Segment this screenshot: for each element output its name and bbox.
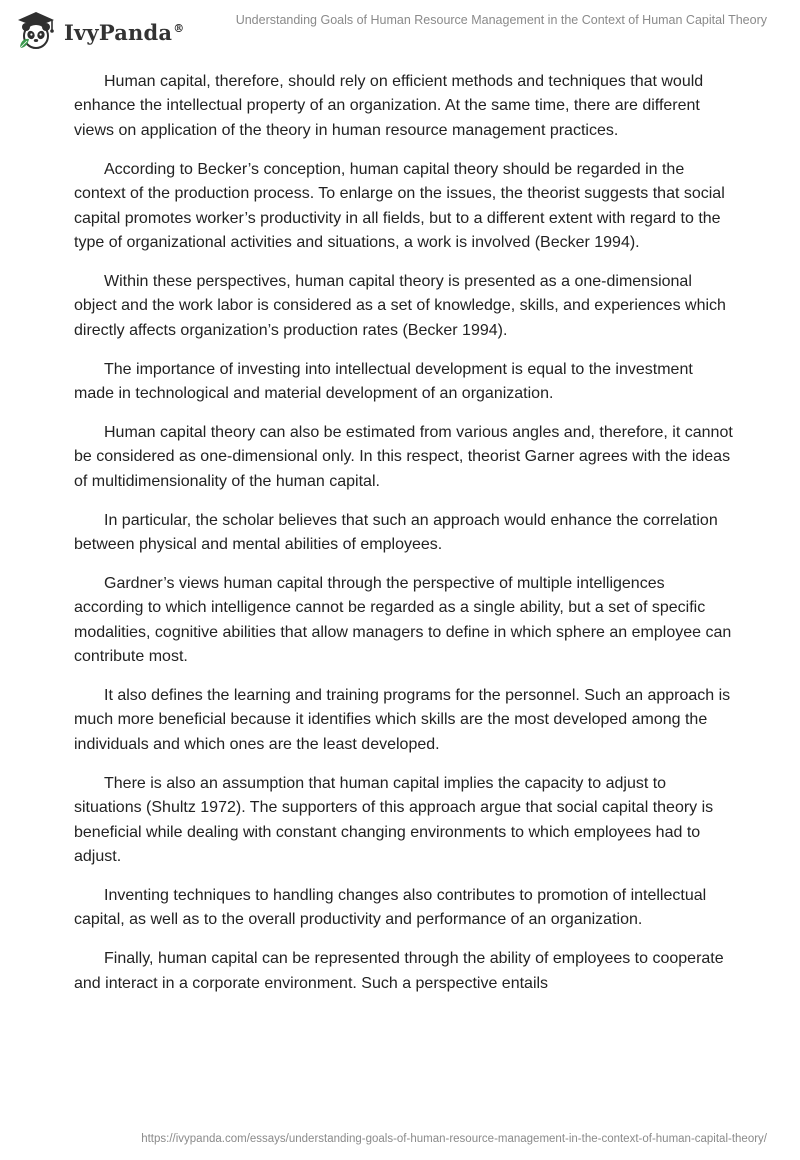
paragraph: Finally, human capital can be represented through the ability of employees to cooperate and interact in a corporate environment. Such a perspective entails xyxy=(74,950,724,992)
logo-text: IvyPanda xyxy=(64,20,173,45)
paragraph: In particular, the scholar believes that such an approach would enhance the correlation between physical and mental abilities of employees. xyxy=(74,511,718,553)
page-header xyxy=(0,0,800,60)
panda-graduate-icon xyxy=(14,8,60,52)
registered-mark: ® xyxy=(173,22,185,35)
ivypanda-logo[interactable] xyxy=(14,8,204,52)
paragraph: According to Becker’s conception, human capital theory should be regarded in the context of the production process. To enlarge on the issues, the theorist suggests that social capital promotes worker’s productivity in all fields, but to a different extent with regard to the type of organizational activities and situations, a work is involved (Becker 1994). xyxy=(74,160,725,251)
source-url[interactable]: https://ivypanda.com/essays/understanding-goals-of-human-resource-management-in-the-context-of-human-capital-theory/ xyxy=(141,1133,767,1145)
paragraph: The importance of investing into intellectual development is equal to the investment made in technological and material development of an organization. xyxy=(74,360,693,402)
paragraph: Inventing techniques to handling changes also contributes to promotion of intellectual capital, as well as to the overall productivity and performance of an organization. xyxy=(74,886,707,929)
logo-wordmark xyxy=(64,20,184,45)
paragraph: Human capital theory can also be estimated from various angles and, therefore, it cannot be considered as one-dimensional only. In this respect, theorist Garner agrees with the ideas of multidimensionality of the human capital. xyxy=(74,423,733,490)
paragraph: Gardner’s views human capital through the perspective of multiple intelligences according to which intelligence cannot be regarded as a single ability, but a set of specific modalities, cognitive abilities that allow managers to define in which sphere an employee can contribute most. xyxy=(74,574,732,666)
paragraph: Within these perspectives, human capital theory is presented as a one-dimensional object and the work labor is considered as a set of knowledge, skills, and experiences which directly affects organization’s production rates (Becker 1994). xyxy=(74,272,726,339)
essay-body xyxy=(74,70,734,1011)
document-title: Understanding Goals of Human Resource Management in the Context of Human Capital Theory xyxy=(235,13,767,27)
paragraph: There is also an assumption that human capital implies the capacity to adjust to situations (Shultz 1972). The supporters of this approach argue that social capital theory is beneficial while dealing with constant changing environments to which employees had to adjust. xyxy=(74,774,714,865)
paragraph: It also defines the learning and training programs for the personnel. Such an approach is much more beneficial because it identifies which skills are the most developed among the individuals and which ones are the least developed. xyxy=(74,687,731,753)
paragraph: Human capital, therefore, should rely on efficient methods and techniques that would enhance the intellectual property of an organization. At the same time, there are different views on application of the theory in human resource management practices. xyxy=(74,73,704,139)
